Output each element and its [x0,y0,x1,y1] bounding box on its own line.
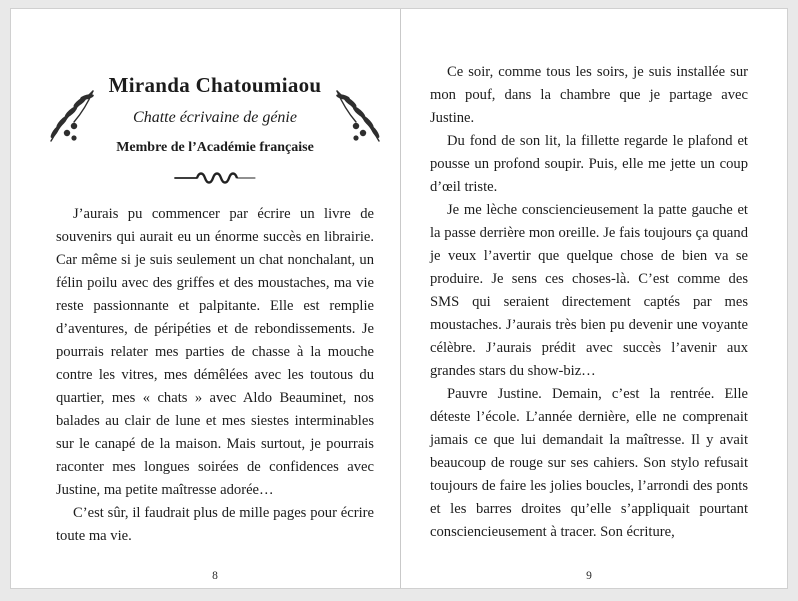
laurel-branch-right-icon [333,85,387,147]
chapter-byline: Membre de l’Académie française [116,140,314,155]
left-page-text [56,203,374,548]
book-spread-frame [10,8,788,589]
laurel-branch-left-icon [43,85,97,147]
left-page-number: 8 [212,570,218,582]
page-gutter-divider [400,9,401,588]
paragraph: Je me lèche consciencieusement la patte gauche et la passe derrière mon oreille. Je fais toujours ça quand je veux l’avertir que quelque chose de bien va se produire. Je sens ces choses-là. C’est comme des SMS qui seraient directement captés par mes moustaches. J’aurais très bien pu devenir une voyante célèbre. J’aurais prédit avec succès l’avenir aux grandes stars du show-biz… [430,202,748,379]
right-page-number: 9 [586,570,592,582]
right-page-text [430,61,748,544]
paragraph: Pauvre Justine. Demain, c’est la rentrée. Elle déteste l’école. L’année dernière, elle ne comprenait jamais ce que lui demandait la maîtresse. Il y avait beaucoup de rouge sur ses cahiers. Son stylo refusait toujours de faire les jolies boucles, l’arrondi des ponts et les barres droites qu’elle s’appliquait pourtant consciencieusement à tracer. Son écriture, [430,386,748,540]
paragraph: Ce soir, comme tous les soirs, je suis installée sur mon pouf, dans la chambre que je partage avec Justine. [430,64,748,126]
paragraph: Du fond de son lit, la fillette regarde le plafond et pousse un profond soupir. Puis, elle me jette un coup d’œil triste. [430,133,748,195]
paragraph: J’aurais pu commencer par écrire un livre de souvenirs qui aurait eu un énorme succès en librairie. Car même si je suis seulement un chat nonchalant, un félin poilu avec des griffes et des moustaches, ma vie reste passionnante et palpitante. Elle est remplie d’aventures, de péripéties et de rebondissements. Je pourrais relater mes parties de chasse à la mouche contre les vitres, mes démêlées avec les toutous du quartier, mes « chats » avec Aldo Beauminet, nos balades au clair de lune et mes siestes interminables sur le canapé de la maison. Mais surtout, je pourrais raconter mes longues soirées de confidences avec Justine, ma petite maîtresse adorée… [56,206,374,498]
chapter-title: Miranda Chatoumiaou [108,73,322,97]
divider-ornament-icon [55,171,375,190]
chapter-subtitle: Chatte écrivaine de génie [133,109,297,126]
paragraph: C’est sûr, il faudrait plus de mille pages pour écrire toute ma vie. [56,505,374,544]
chapter-header [55,73,375,156]
